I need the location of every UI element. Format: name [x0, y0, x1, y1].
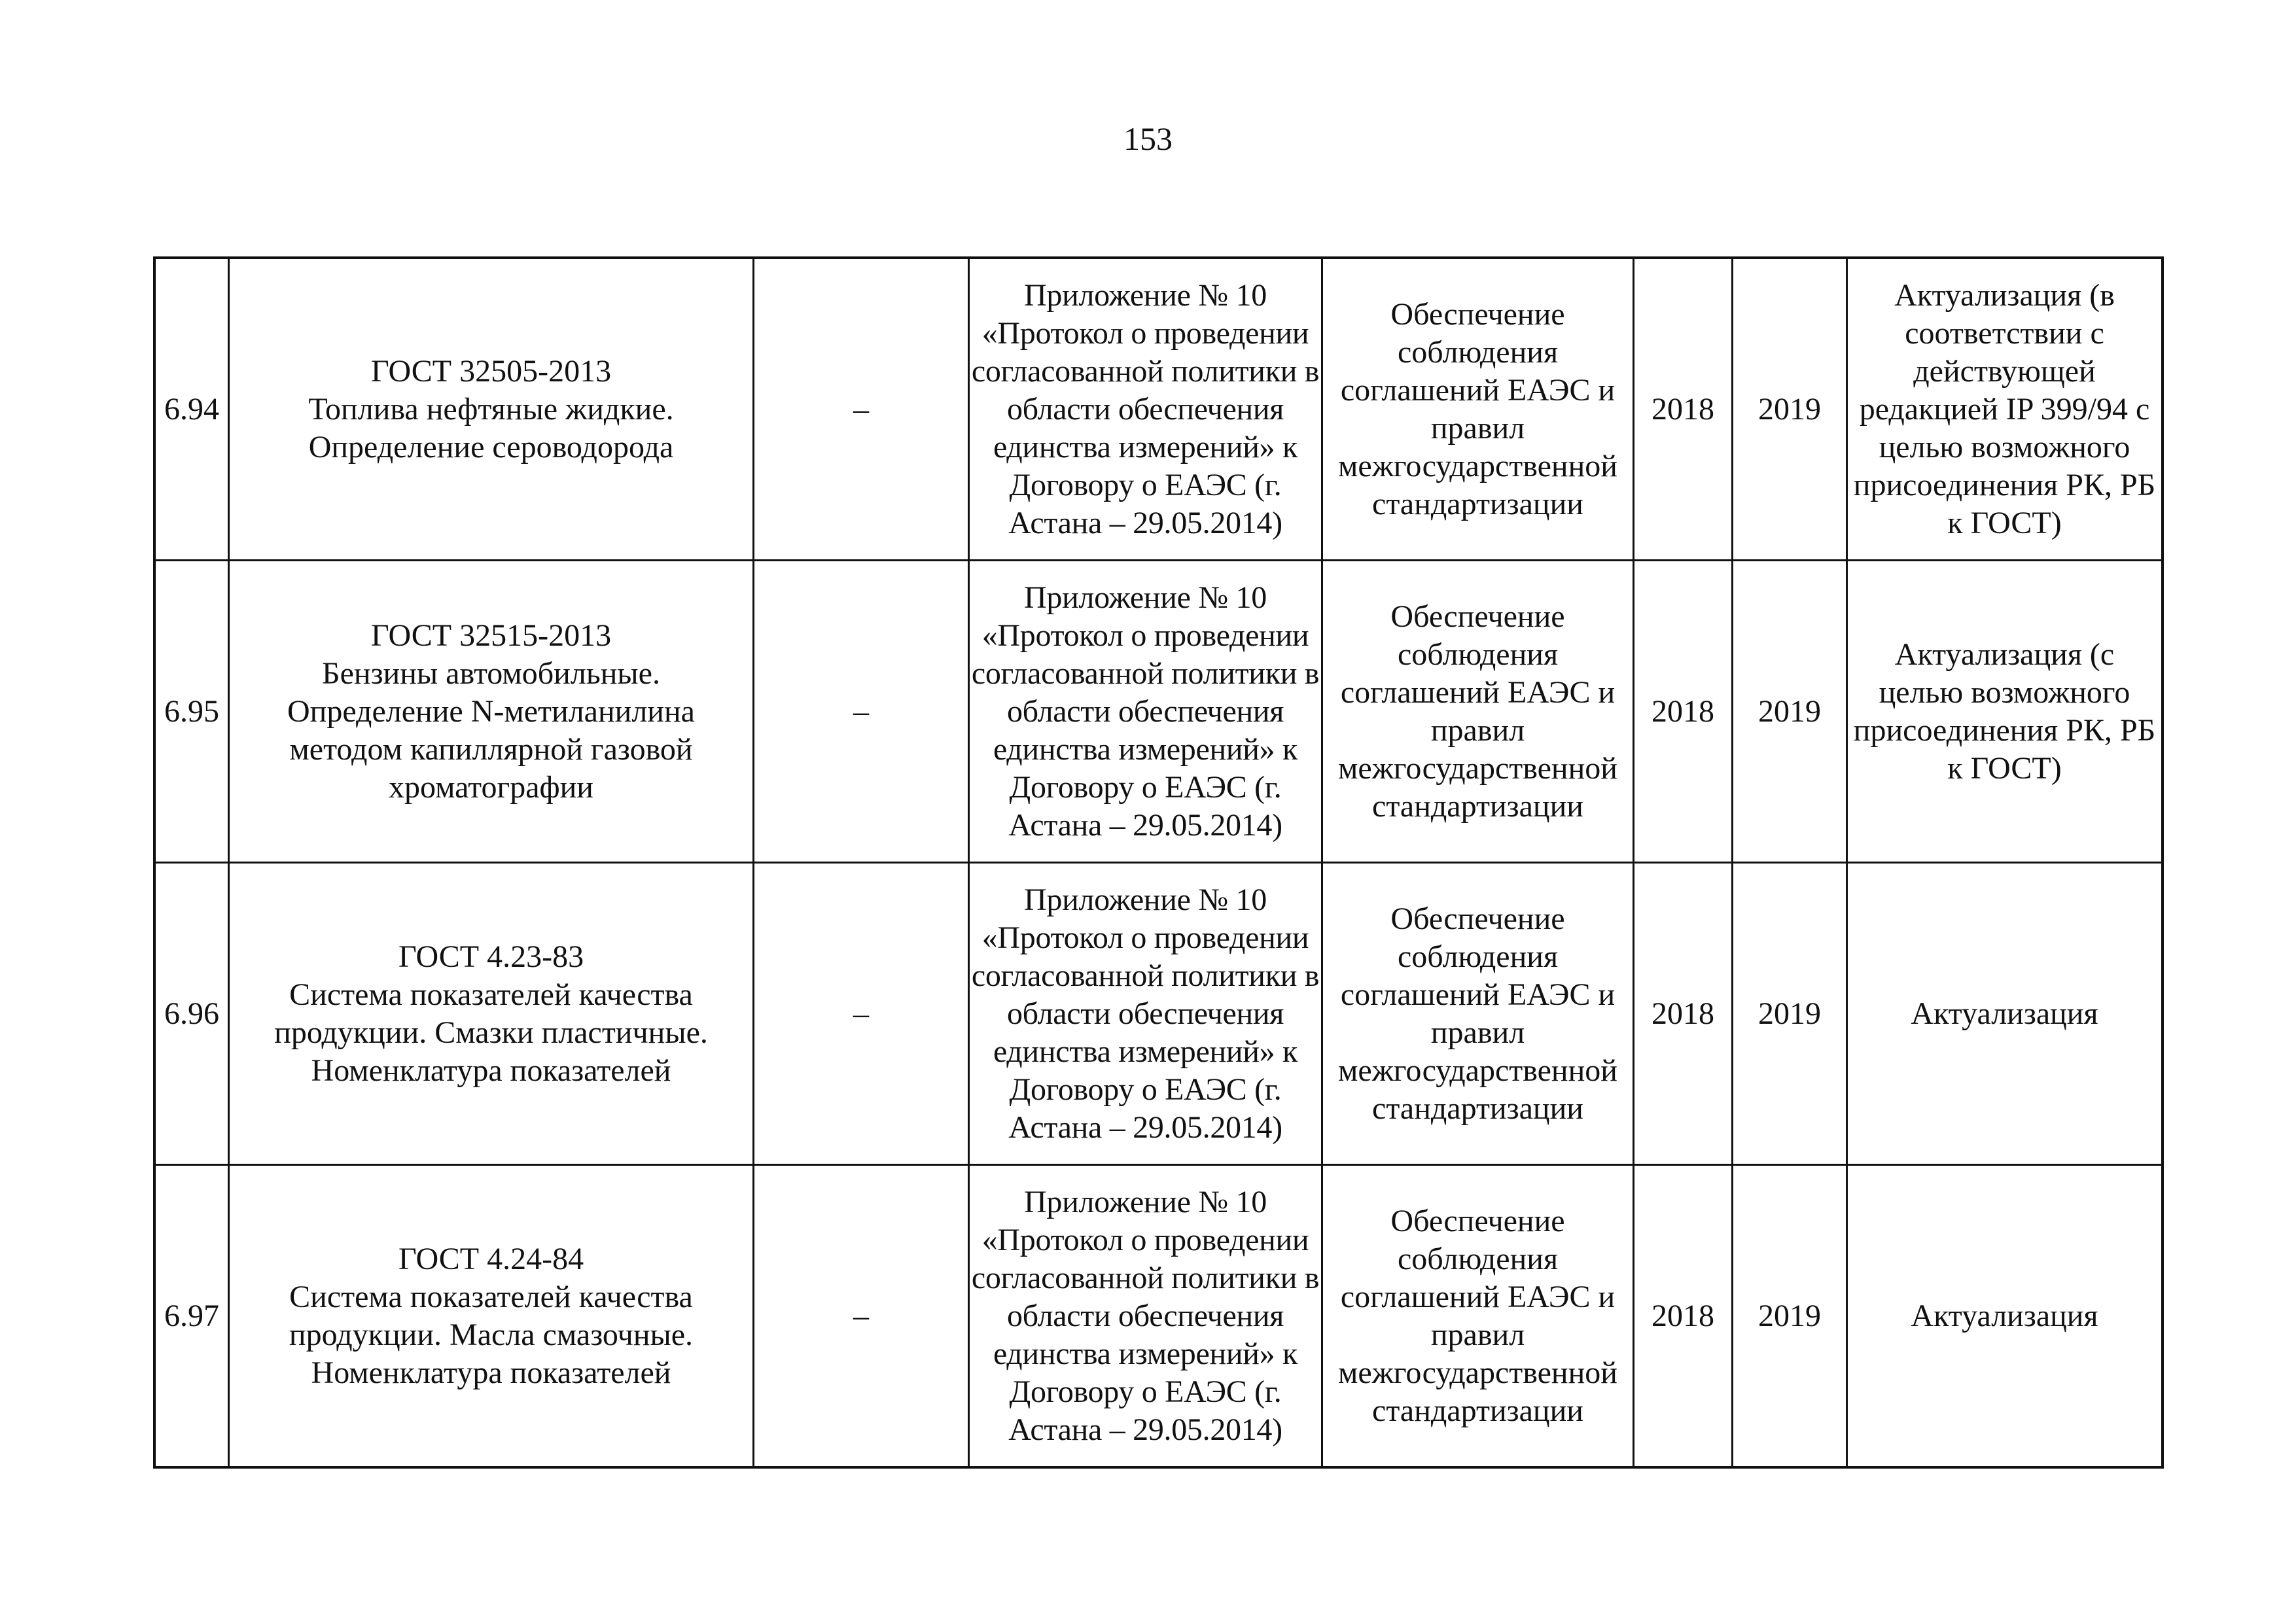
table-row — [154, 1165, 2163, 1468]
standard-name: Топлива нефтяные жидкие. Определение сероводорода — [308, 391, 674, 464]
purpose-text: Обеспечение соблюдения соглашений ЕАЭС и правил межгосударственной стандартизации — [1338, 296, 1617, 521]
row-number: 6.95 — [154, 561, 229, 863]
standard-name: Бензины автомобильные. Определение N-метиланилина методом капиллярной газовой хроматографии — [287, 655, 695, 805]
table-row — [154, 863, 2163, 1165]
work-type-text: Актуализация — [1911, 1298, 2098, 1333]
empty-dash-cell: – — [754, 258, 969, 561]
work-type-cell — [1847, 863, 2163, 1165]
table-row — [154, 561, 2163, 863]
basis-cell — [969, 561, 1322, 863]
purpose-text: Обеспечение соблюдения соглашений ЕАЭС и правил межгосударственной стандартизации — [1338, 1203, 1617, 1428]
basis-text: Приложение № 10 «Протокол о проведении согласованной политики в области обеспечения единства измерений» к Договору о ЕАЭС (г. Астана – 29.05.2014) — [971, 882, 1320, 1145]
basis-cell — [969, 863, 1322, 1165]
standard-code: ГОСТ 32515-2013 — [370, 618, 612, 653]
end-year: 2019 — [1733, 1165, 1847, 1468]
empty-dash-cell: – — [754, 1165, 969, 1468]
row-number: 6.97 — [154, 1165, 229, 1468]
work-type-text: Актуализация (с целью возможного присоединения РК, РБ к ГОСТ) — [1853, 637, 2156, 786]
work-type-cell — [1847, 561, 2163, 863]
purpose-text: Обеспечение соблюдения соглашений ЕАЭС и правил межгосударственной стандартизации — [1338, 599, 1617, 824]
empty-dash-cell: – — [754, 863, 969, 1165]
standard-code: ГОСТ 4.24-84 — [398, 1241, 584, 1276]
basis-cell — [969, 258, 1322, 561]
standard-name: Система показателей качества продукции. Смазки пластичные. Номенклатура показателей — [274, 977, 708, 1088]
end-year: 2019 — [1733, 258, 1847, 561]
standard-name: Система показателей качества продукции. Масла смазочные. Номенклатура показателей — [289, 1279, 694, 1390]
row-number: 6.94 — [154, 258, 229, 561]
standard-code: ГОСТ 32505-2013 — [370, 353, 612, 389]
basis-text: Приложение № 10 «Протокол о проведении согласованной политики в области обеспечения единства измерений» к Договору о ЕАЭС (г. Астана – 29.05.2014) — [971, 1184, 1320, 1447]
purpose-cell — [1322, 863, 1634, 1165]
standard-code: ГОСТ 4.23-83 — [398, 939, 584, 974]
work-type-text: Актуализация (в соответствии с действующей редакцией IP 399/94 с целью возможного присоединения РК, РБ к ГОСТ) — [1853, 277, 2156, 540]
empty-dash-cell: – — [754, 561, 969, 863]
start-year: 2018 — [1634, 863, 1733, 1165]
work-type-cell — [1847, 1165, 2163, 1468]
work-type-cell — [1847, 258, 2163, 561]
start-year: 2018 — [1634, 1165, 1733, 1468]
basis-cell — [969, 1165, 1322, 1468]
end-year: 2019 — [1733, 561, 1847, 863]
start-year: 2018 — [1634, 561, 1733, 863]
table-row — [154, 258, 2163, 561]
start-year: 2018 — [1634, 258, 1733, 561]
purpose-cell — [1322, 1165, 1634, 1468]
work-type-text: Актуализация — [1911, 996, 2098, 1031]
basis-text: Приложение № 10 «Протокол о проведении согласованной политики в области обеспечения единства измерений» к Договору о ЕАЭС (г. Астана – 29.05.2014) — [971, 580, 1320, 843]
purpose-cell — [1322, 258, 1634, 561]
purpose-text: Обеспечение соблюдения соглашений ЕАЭС и правил межгосударственной стандартизации — [1338, 901, 1617, 1126]
row-number: 6.96 — [154, 863, 229, 1165]
page-number: 153 — [1123, 120, 1173, 157]
standard-title-cell — [229, 258, 754, 561]
end-year: 2019 — [1733, 863, 1847, 1165]
standard-title-cell — [229, 1165, 754, 1468]
purpose-cell — [1322, 561, 1634, 863]
basis-text: Приложение № 10 «Протокол о проведении согласованной политики в области обеспечения единства измерений» к Договору о ЕАЭС (г. Астана – 29.05.2014) — [971, 277, 1320, 540]
standards-table — [153, 256, 2164, 1469]
standard-title-cell — [229, 863, 754, 1165]
standard-title-cell — [229, 561, 754, 863]
